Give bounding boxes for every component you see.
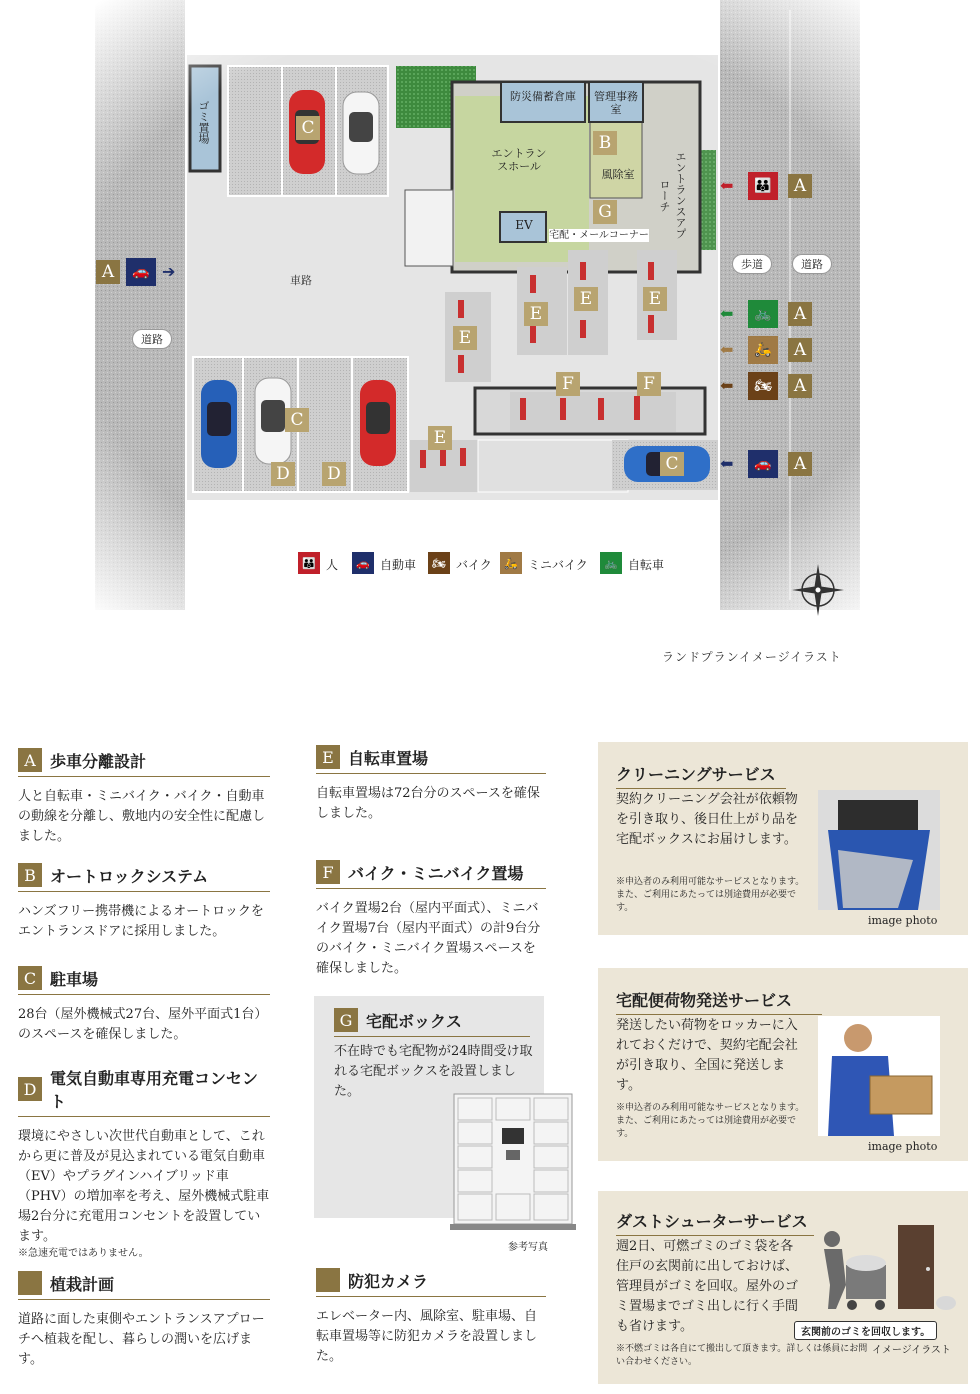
dust-body: 週2日、可燃ゴミのゴミ袋を各住戸の玄関前に出しておけば、管理員がゴミを回収。屋外のゴミ置場までゴミ出しに行く手間も省けます。 (616, 1239, 799, 1334)
route-a-person: A (788, 174, 812, 198)
section-c (18, 966, 270, 1045)
section-c-badge: C (18, 966, 42, 990)
marker-c-top: C (296, 116, 320, 140)
marker-e-3: E (574, 287, 598, 311)
section-a-title: 歩車分離設計 (50, 751, 147, 771)
car-icon: 🚗 (748, 450, 778, 478)
shipping-note: ※申込者のみ利用可能なサービスとなります。また、ご利用にあたっては別途費用が必要です。 (616, 1103, 805, 1139)
section-f (316, 860, 546, 979)
label-management-office: 管理事務室 (594, 90, 638, 116)
shipping-photo (818, 1016, 940, 1136)
section-f-badge: F (316, 860, 340, 884)
section-a (18, 748, 270, 847)
cleaning-title: クリーニングサービス (616, 762, 786, 785)
legend-scooter-label: ミニバイク (528, 558, 588, 572)
service-dust (598, 1191, 968, 1384)
person-icon: 👪 (748, 172, 778, 200)
dust-caption: イメージイラスト (872, 1345, 951, 1356)
cleaning-photo (818, 790, 940, 910)
section-e-badge: E (316, 745, 340, 769)
dust-title: ダストシューターサービス (616, 1209, 814, 1232)
planting-title: 植栽計画 (50, 1274, 115, 1294)
cleaning-note: ※申込者のみ利用可能なサービスとなります。また、ご利用にあたっては別途費用が必要です。 (616, 877, 805, 913)
label-road-right: 道路 (792, 254, 832, 274)
map-caption: ランドプランイメージイラスト (662, 650, 842, 664)
section-g-title: 宅配ボックス (366, 1011, 462, 1031)
section-d-badge: D (18, 1077, 42, 1101)
route-a-bike: A (788, 374, 812, 398)
arrow-left-icon: ⬅ (720, 454, 734, 473)
bicycle-icon: 🚲 (748, 300, 778, 328)
section-g-badge: G (334, 1008, 358, 1032)
route-a-bicycle: A (788, 302, 812, 326)
land-plan-map (0, 0, 980, 690)
label-road-left: 道路 (132, 329, 172, 349)
label-sidewalk: 歩道 (732, 254, 772, 274)
label-entrance-hall: エントランスホール (491, 147, 547, 173)
section-d-body: 環境にやさしい次世代自動車として、これから更に普及が見込まれている電気自動車（EV）やプラグインハイブリッド車（PHV）の増加率を考え、屋外機械式駐車場2台分に充電用コンセントを設置しています。 (18, 1129, 270, 1244)
section-a-body: 人と自転車・ミニバイク・バイク・自動車の動線を分離し、敷地内の安全性に配慮しました。 (18, 789, 266, 844)
dust-note: ※不燃ゴミは各自にて搬出して頂きます。詳しくは係員にお問い合わせください。 (616, 1344, 868, 1367)
camera-badge (316, 1268, 340, 1292)
shipping-title: 宅配便荷物発送サービス (616, 988, 822, 1011)
camera-title: 防犯カメラ (348, 1271, 429, 1291)
arrow-left-icon: ⬅ (720, 376, 734, 395)
section-e-title: 自転車置場 (348, 748, 429, 768)
arrow-left-icon: ⬅ (720, 304, 734, 323)
marker-e-4: E (643, 287, 667, 311)
label-entrance-approach: エントランスアプローチ (658, 151, 687, 239)
section-b-badge: B (18, 863, 42, 887)
shipping-caption: image photo (868, 1140, 938, 1153)
label-windbreak: 風除室 (601, 168, 635, 181)
legend-motorbike-label: バイク (456, 558, 492, 572)
section-g-caption: 参考写真 (508, 1242, 548, 1253)
marker-c-bottom: C (285, 408, 309, 432)
section-c-body: 28台（屋外機械式27台、屋外平面式1台）のスペースを確保しました。 (18, 1007, 268, 1042)
marker-c-flat: C (660, 452, 684, 476)
marker-d-1: D (271, 462, 295, 486)
arrow-right-icon: ➔ (162, 262, 176, 281)
shipping-body: 発送したい荷物をロッカーに入れておくだけで、契約宅配会社が引き取り、全国に発送します。 (616, 1018, 798, 1093)
section-f-title: バイク・ミニバイク置場 (348, 863, 524, 883)
section-d-title: 電気自動車専用充電コンセント (50, 1069, 259, 1111)
marker-f-2: F (637, 372, 661, 396)
motorbike-icon: 🏍 (748, 372, 778, 400)
car-icon: 🚗 (126, 258, 156, 286)
legend-car-icon: 🚗 (352, 552, 374, 574)
arrow-left-icon: ⬅ (720, 176, 734, 195)
legend-person-label: 人 (326, 558, 339, 572)
legend-motorbike-icon: 🏍 (428, 552, 450, 574)
section-b (18, 863, 270, 942)
label-garbage: ゴミ置場 (197, 100, 210, 144)
cleaning-caption: image photo (868, 914, 938, 927)
section-f-body: バイク置場2台（屋内平面式）、ミニバイク置場7台（屋内平面式）の計9台分のバイク・ミニバイク置場スペースを確保しました。 (316, 901, 541, 976)
service-shipping (598, 968, 968, 1161)
dust-bubble: 玄関前のゴミを回収します。 (794, 1321, 937, 1340)
cleaning-body: 契約クリーニング会社が依頼物を引き取り、後日仕上がり品を宅配ボックスにお届けします。 (616, 792, 799, 847)
marker-g: G (593, 200, 617, 224)
label-disaster-storage: 防災備蓄倉庫 (510, 90, 576, 103)
planting-badge (18, 1271, 42, 1295)
marker-b: B (593, 131, 617, 155)
route-a-car-right: A (788, 452, 812, 476)
route-a-minibike: A (788, 338, 812, 362)
section-d (18, 1066, 270, 1261)
legend-scooter-icon: 🛵 (500, 552, 522, 574)
section-g-body: 不在時でも宅配物が24時間受け取れる宅配ボックスを設置しました。 (334, 1044, 533, 1099)
marker-e-5: E (428, 426, 452, 450)
scooter-icon: 🛵 (748, 336, 778, 364)
label-ev: EV (515, 218, 533, 232)
section-camera (316, 1268, 546, 1367)
label-delivery-corner: 宅配・メールコーナー (549, 230, 649, 241)
legend-bicycle-icon: 🚲 (600, 552, 622, 574)
marker-d-2: D (322, 462, 346, 486)
section-d-note: ※急速充電ではありません。 (18, 1248, 149, 1259)
legend-bicycle-label: 自転車 (628, 558, 665, 572)
marker-f-1: F (556, 372, 580, 396)
section-e-body: 自転車置場は72台分のスペースを確保しました。 (316, 786, 540, 821)
legend-person-icon: 👪 (298, 552, 320, 574)
delivery-box-illustration (450, 1090, 578, 1236)
section-b-body: ハンズフリー携帯機によるオートロックをエントランスドアに採用しました。 (18, 904, 264, 939)
marker-e-2: E (524, 302, 548, 326)
camera-body: エレベーター内、風除室、駐車場、自転車置場等に防犯カメラを設置しました。 (316, 1309, 538, 1364)
arrow-left-icon: ⬅ (720, 340, 734, 359)
section-b-title: オートロックシステム (50, 866, 209, 886)
dust-illustration (806, 1219, 956, 1319)
planting-body: 道路に面した東側やエントランスアプローチへ植栽を配し、暮らしの潤いを広げます。 (18, 1312, 265, 1367)
route-a-car-left: A (96, 260, 120, 284)
label-driveway: 車路 (290, 274, 312, 287)
section-planting (18, 1271, 270, 1370)
service-cleaning (598, 742, 968, 935)
section-e (316, 745, 546, 824)
section-c-title: 駐車場 (50, 969, 99, 989)
section-a-badge: A (18, 748, 42, 772)
marker-e-1: E (453, 326, 477, 350)
legend-car-label: 自動車 (380, 558, 417, 572)
